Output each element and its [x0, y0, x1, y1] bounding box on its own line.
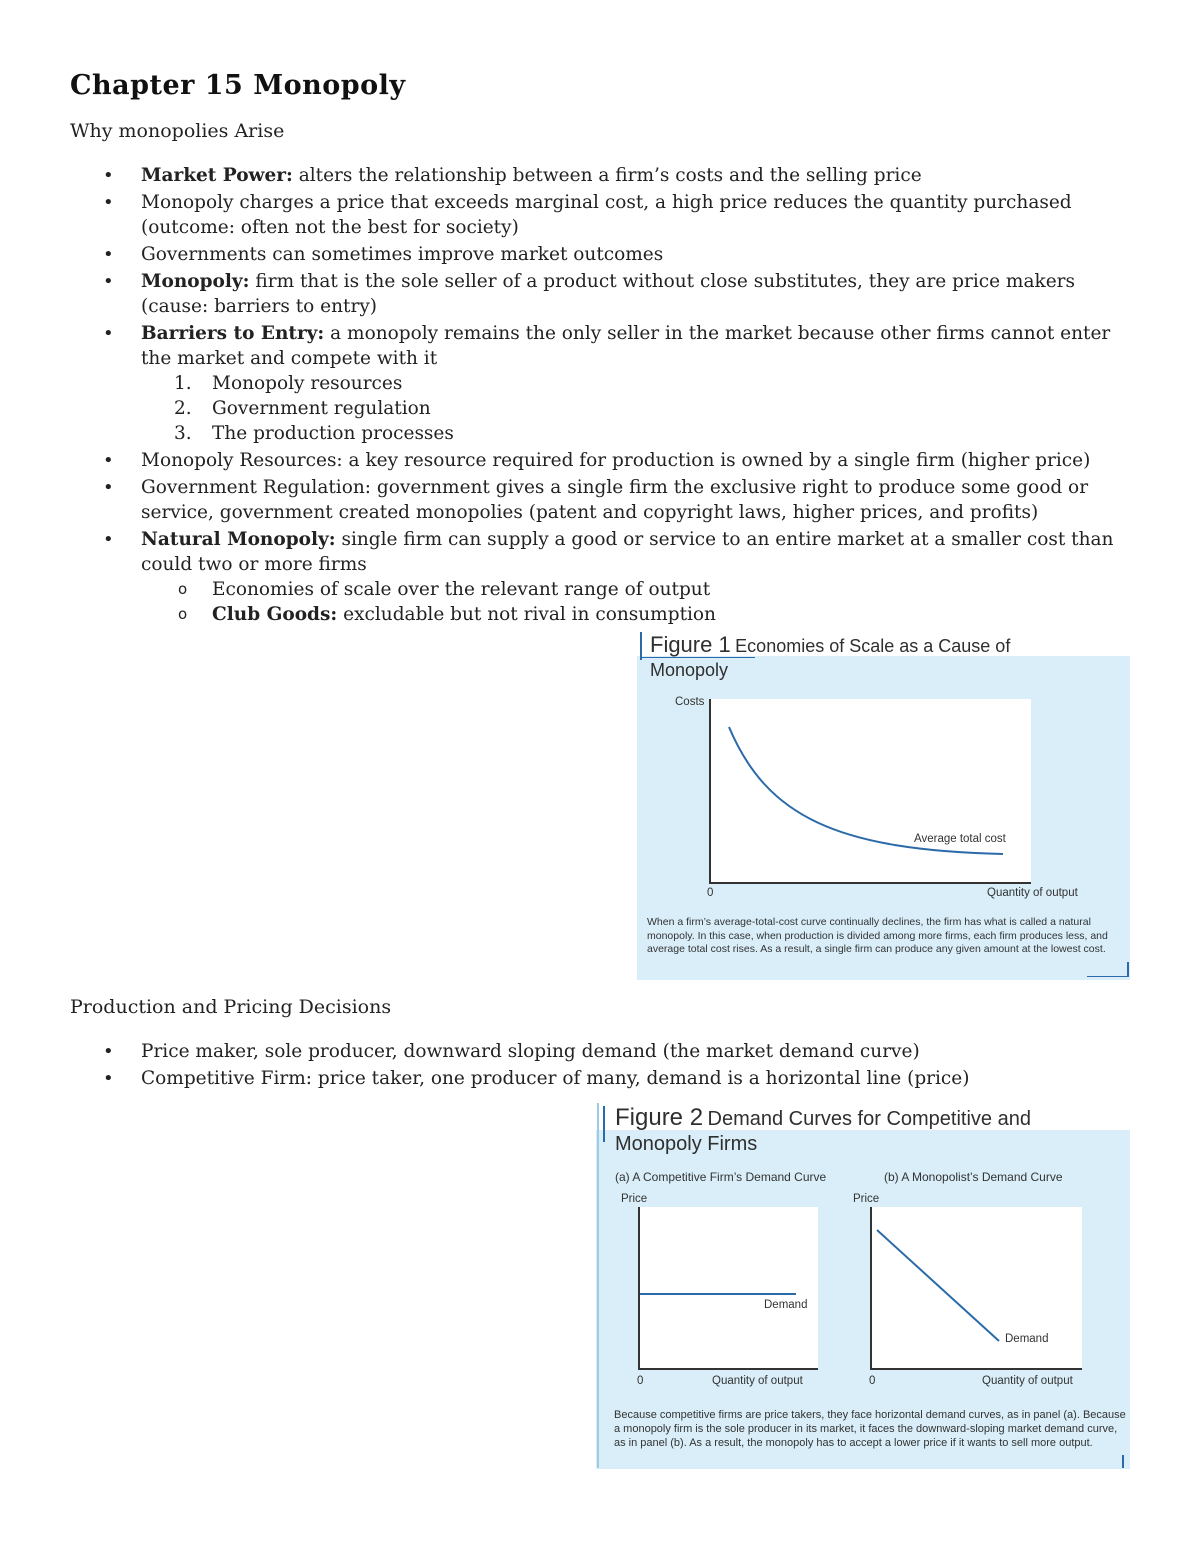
list-item: • Governments can sometimes improve market outcomes — [70, 242, 1140, 267]
panel-b-x-label: Quantity of output — [982, 1375, 1073, 1387]
section-heading-why-monopolies: Why monopolies Arise — [70, 120, 285, 142]
list-item: • Monopoly charges a price that exceeds marginal cost, a high price reduces the quantity purchased (outcome: often not the best for society) — [70, 190, 1140, 240]
average-total-cost-curve — [729, 727, 1003, 854]
panel-a-y-label: Price — [621, 1193, 648, 1205]
list-item: • Market Power: alters the relationship between a firm’s costs and the selling price — [70, 163, 1140, 188]
bullet-list-1 — [70, 163, 1140, 627]
numbered-item: 2. Government regulation — [174, 398, 431, 419]
figure-1: Figure 1 Economies of Scale as a Cause of Monopoly Costs 0 Quantity of output Average total cost When a firm’s average-total-cost curve continually declines, the firm has what is called a natural monopoly. In this case, when production is divided among more firms, each firm produces less, and average total cost rises. As a result, a single firm can produce any given amount at the lowest cost. — [637, 632, 1130, 980]
y-axis-label: Costs — [675, 696, 705, 708]
x-axis-label: Quantity of output — [987, 887, 1078, 899]
figure-1-title: Figure 1 Economies of Scale as a Cause of — [650, 632, 1011, 657]
figure-2-caption: Because competitive firms are price takers, they face horizontal demand curves, as in panel (a). Because a monopoly firm is the sole producer in its market, it faces the downward-sloping market demand curve, as in panel (b). As a result, the monopoly has to accept a lower price if it wants to sell more output. — [614, 1409, 1126, 1449]
panel-a-x-label: Quantity of output — [712, 1375, 803, 1387]
page-title: Chapter 15 Monopoly — [70, 70, 406, 101]
panel-b-origin: 0 — [869, 1375, 876, 1387]
sub-item: o Club Goods: excludable but not rival in consumption — [70, 602, 1140, 627]
list-item: • Monopoly Resources: a key resource required for production is owned by a single firm (higher price) — [70, 448, 1140, 473]
list-item: • Government Regulation: government gives a single firm the exclusive right to produce some good or service, government created monopolies (patent and copyright laws, higher prices, and profits) — [70, 475, 1140, 525]
list-item: • Price maker, sole producer, downward sloping demand (the market demand curve) — [70, 1039, 1140, 1064]
term: Market Power: — [141, 165, 293, 186]
term: Barriers to Entry: — [141, 323, 325, 344]
figure-2: Figure 2 Demand Curves for Competitive and Monopoly Firms (a) A Competitive Firm’s Demand Curve Price 0 Quantity of output Demand (b) A Monopolist’s Demand Curve Price 0 Quantity of output Demand Because competitive firms are price takers, they face horizontal demand curves, as in panel (a). Because a monopoly firm is the sole producer in its market, it faces the downward-sloping market demand curve, as in panel (b). As a result, the monopoly has to accept a lower price if it wants to sell more output. — [596, 1103, 1130, 1469]
list-item: • Natural Monopoly: single firm can supply a good or service to an entire market at a smaller cost than could two or more firms — [70, 527, 1140, 577]
panel-a-curve-label: Demand — [764, 1299, 808, 1311]
bullet-list-2 — [70, 1039, 1140, 1091]
list-item: • Barriers to Entry: a monopoly remains the only seller in the market because other firms cannot enter the market and compete with it — [70, 321, 1140, 371]
origin-label: 0 — [707, 887, 714, 899]
list-item: • Competitive Firm: price taker, one producer of many, demand is a horizontal line (price) — [70, 1066, 1140, 1091]
figure-1-caption: When a firm’s average-total-cost curve continually declines, the firm has what is called a natural monopoly. In this case, when production is divided among more firms, each firm produces less, and average total cost rises. As a result, a single firm can produce any given amount at the lowest cost. — [647, 916, 1108, 955]
list-item: • Monopoly: firm that is the sole seller of a product without close substitutes, they are price makers (cause: barriers to entry) — [70, 269, 1140, 319]
panel-b-y-label: Price — [853, 1193, 880, 1205]
panel-b-demand-curve — [877, 1230, 999, 1341]
term: Monopoly: — [141, 271, 250, 292]
panel-b-curve-label: Demand — [1005, 1333, 1049, 1345]
curve-label: Average total cost — [914, 833, 1006, 845]
sub-item: o Economies of scale over the relevant range of output — [70, 577, 1140, 602]
term: Club Goods: — [212, 604, 338, 625]
section-heading-production: Production and Pricing Decisions — [70, 996, 392, 1018]
term: Natural Monopoly: — [141, 529, 336, 550]
numbered-item: 3. The production processes — [174, 423, 454, 444]
figure-2-title: Figure 2 Demand Curves for Competitive and — [615, 1104, 1031, 1131]
panel-a-title: (a) A Competitive Firm’s Demand Curve — [615, 1170, 827, 1184]
numbered-item: 1. Monopoly resources — [174, 373, 403, 394]
panel-a-origin: 0 — [637, 1375, 644, 1387]
panel-b-title: (b) A Monopolist’s Demand Curve — [884, 1170, 1063, 1184]
